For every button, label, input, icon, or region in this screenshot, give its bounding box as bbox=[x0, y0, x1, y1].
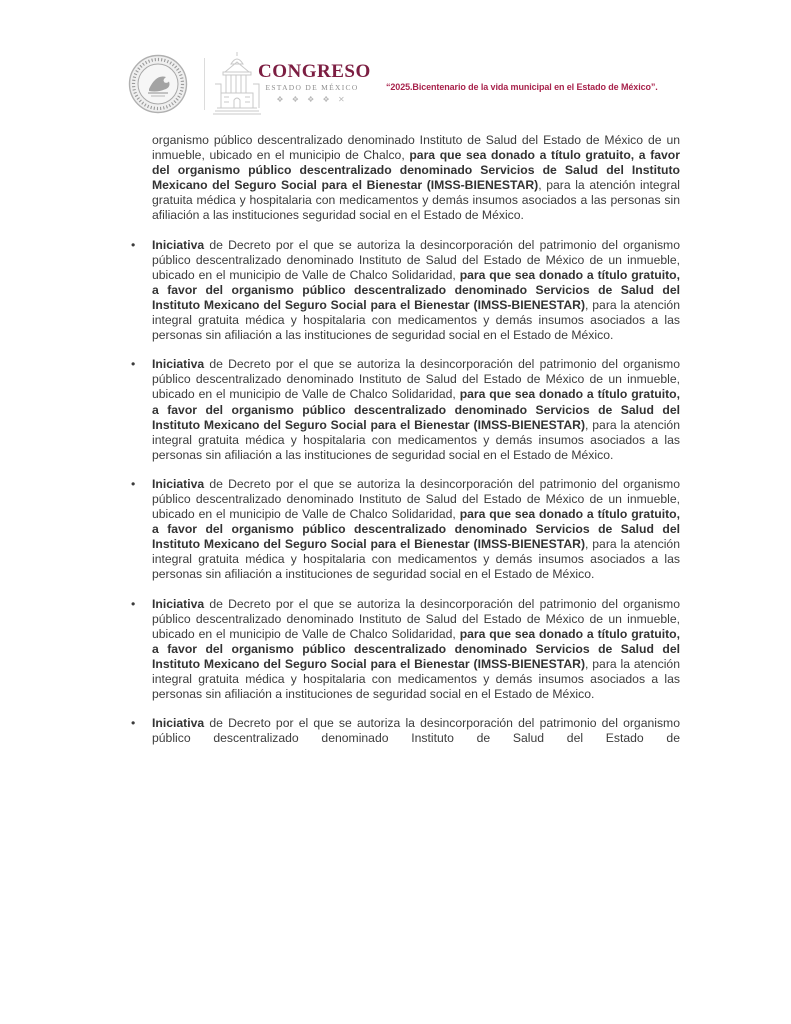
congress-building-icon bbox=[210, 50, 264, 116]
paragraph bbox=[131, 237, 680, 344]
paragraph-text: organismo público descentralizado denominado Instituto de Salud del Estado de México de un inmueble, ubicado en el municipio de Chalco, para que sea donado a título gratuito, a favor del organismo público descentralizado denominado Servicios de Salud del Instituto Mexicano del Seguro Social para el Bienestar (IMSS-BIENESTAR), para la atención integral gratuita médica y hospitalaria con medicamentos y demás insumos asociados a las personas sin afiliación a las instituciones seguridad social en el Estado de México. bbox=[152, 133, 680, 223]
paragraph bbox=[131, 716, 680, 746]
document-body bbox=[131, 133, 680, 760]
paragraph bbox=[131, 357, 680, 463]
paragraph-text: Iniciativa de Decreto por el que se autoriza la desincorporación del patrimonio del organismo público descentralizado denominado Instituto de Salud del Estado de bbox=[152, 716, 680, 746]
congress-brand bbox=[258, 61, 371, 104]
bullet-marker: • bbox=[131, 476, 136, 491]
state-seal-icon bbox=[127, 52, 189, 116]
brand-ornaments-icons: ❖ ❖ ❖ ❖ ✕ bbox=[276, 95, 348, 104]
paragraph-text: Iniciativa de Decreto por el que se autoriza la desincorporación del patrimonio del organismo público descentralizado denominado Instituto de Salud del Estado de México de un inmueble, ubicado en el municipio de Valle de Chalco Solidaridad, para que sea donado a título gratuito, a favor del organismo público descentralizado denominado Servicios de Salud del Instituto Mexicano del Seguro Social para el Bienestar (IMSS-BIENESTAR), para la atención integral gratuita médica y hospitalaria con medicamentos y demás insumos asociados a las personas sin afiliación a instituciones de seguridad social en el Estado de México. bbox=[152, 596, 680, 702]
bullet-marker: • bbox=[131, 716, 136, 731]
bullet-marker: • bbox=[131, 357, 136, 372]
paragraph-text: Iniciativa de Decreto por el que se autoriza la desincorporación del patrimonio del organismo público descentralizado denominado Instituto de Salud del Estado de México de un inmueble, ubicado en el municipio de Valle de Chalco Solidaridad, para que sea donado a título gratuito, a favor del organismo público descentralizado denominado Servicios de Salud del Instituto Mexicano del Seguro Social para el Bienestar (IMSS-BIENESTAR), para la atención integral gratuita médica y hospitalaria con medicamentos y demás insumos asociados a las personas sin afiliación a las instituciones de seguridad social en el Estado de México. bbox=[152, 237, 680, 343]
header-slogan: “2025.Bicentenario de la vida municipal en el Estado de México”. bbox=[386, 82, 658, 92]
paragraph-text: Iniciativa de Decreto por el que se autoriza la desincorporación del patrimonio del organismo público descentralizado denominado Instituto de Salud del Estado de México de un inmueble, ubicado en el municipio de Valle de Chalco Solidaridad, para que sea donado a título gratuito, a favor del organismo público descentralizado denominado Servicios de Salud del Instituto Mexicano del Seguro Social para el Bienestar (IMSS-BIENESTAR), para la atención integral gratuita médica y hospitalaria con medicamentos y demás insumos asociados a las personas sin afiliación a instituciones de seguridad social en el Estado de México. bbox=[152, 476, 680, 582]
header-divider bbox=[204, 58, 205, 110]
paragraph-text: Iniciativa de Decreto por el que se autoriza la desincorporación del patrimonio del organismo público descentralizado denominado Instituto de Salud del Estado de México de un inmueble, ubicado en el municipio de Valle de Chalco Solidaridad, para que sea donado a título gratuito, a favor del organismo público descentralizado denominado Servicios de Salud del Instituto Mexicano del Seguro Social para el Bienestar (IMSS-BIENESTAR), para la atención integral gratuita médica y hospitalaria con medicamentos y demás insumos asociados a las personas sin afiliación a las instituciones de seguridad social en el Estado de México. bbox=[152, 357, 680, 462]
congress-wordmark: CONGRESO bbox=[258, 61, 371, 82]
bullet-marker: • bbox=[131, 237, 136, 252]
paragraph bbox=[131, 596, 680, 703]
paragraph bbox=[152, 133, 680, 224]
bullet-marker: • bbox=[131, 596, 136, 611]
congress-subtitle: ESTADO DE MÉXICO bbox=[265, 83, 359, 92]
paragraph bbox=[131, 476, 680, 583]
